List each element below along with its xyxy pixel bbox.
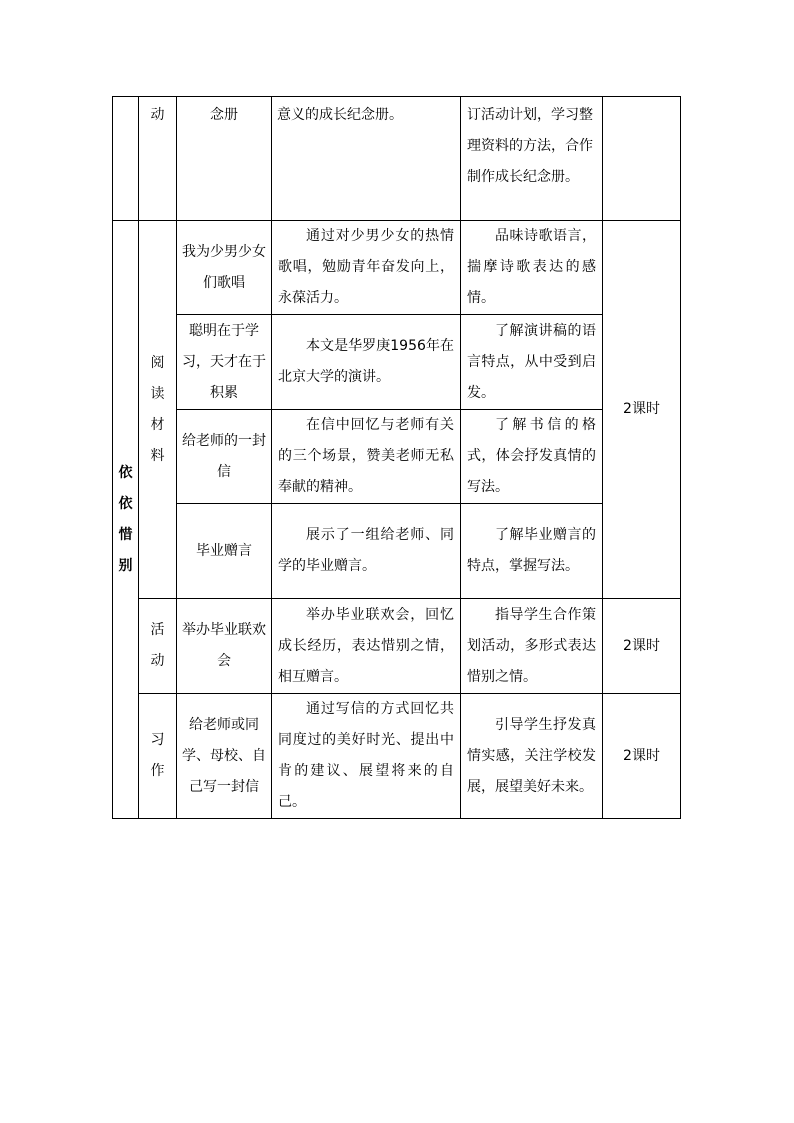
reading-title: 给老师的一封信 bbox=[182, 432, 266, 480]
reading-row-4 bbox=[113, 504, 681, 599]
activity-content: 举办毕业联欢会，回忆成长经历，表达惜别之情，相互赠言。 bbox=[278, 606, 454, 685]
reading-title: 我为少男少女们歌唱 bbox=[182, 243, 266, 291]
hours-cell-top bbox=[603, 97, 681, 221]
reading-content: 在信中回忆与老师有关的三个场景，赞美老师无私奉献的精神。 bbox=[278, 417, 454, 495]
reading-goal: 了解演讲稿的语言特点，从中受到启发。 bbox=[467, 322, 596, 401]
activity-goal: 指导学生合作策划活动，多形式表达惜别之情。 bbox=[467, 606, 596, 685]
reading-content: 本文是华罗庚1956年在北京大学的演讲。 bbox=[278, 338, 454, 385]
writing-hours: 2课时 bbox=[623, 747, 660, 764]
reading-title: 聪明在于学习，天才在于积累 bbox=[182, 322, 266, 401]
reading-goal: 了解毕业赠言的特点，掌握写法。 bbox=[467, 527, 596, 574]
reading-row-3 bbox=[113, 410, 681, 504]
writing-row bbox=[113, 694, 681, 819]
reading-goal: 了解书信的格式，体会抒发真情的写法。 bbox=[467, 417, 596, 495]
continuation-row bbox=[113, 97, 681, 221]
reading-hours: 2课时 bbox=[623, 401, 660, 417]
reading-row-1 bbox=[113, 221, 681, 315]
unit-cell-top bbox=[113, 97, 139, 221]
unit-label: 依 依 惜 别 bbox=[113, 221, 139, 819]
activity-title: 举办毕业联欢会 bbox=[182, 622, 266, 669]
writing-content: 通过写信的方式回忆共同度过的美好时光、提出中肯的建议、展望将来的自己。 bbox=[278, 701, 454, 810]
activity-row bbox=[113, 599, 681, 694]
content-cell-top: 意义的成长纪念册。 bbox=[277, 107, 403, 123]
writing-goal: 引导学生抒发真情实感，关注学校发展，展望美好未来。 bbox=[467, 716, 596, 795]
goal-cell-top: 订活动计划，学习整理资料的方法，合作制作成长纪念册。 bbox=[467, 107, 593, 185]
title-cell-top: 念册 bbox=[210, 107, 238, 123]
writing-title: 给老师或同学、母校、自己写一封信 bbox=[182, 716, 266, 795]
reading-label: 阅 读 材 料 bbox=[139, 221, 177, 599]
curriculum-table bbox=[112, 96, 681, 819]
type-cell-top: 动 bbox=[150, 107, 165, 123]
reading-title: 毕业赠言 bbox=[196, 542, 252, 559]
reading-row-2 bbox=[113, 315, 681, 410]
activity-hours: 2课时 bbox=[623, 637, 660, 654]
activity-label: 活 动 bbox=[139, 599, 177, 694]
writing-label: 习 作 bbox=[139, 694, 177, 819]
reading-content: 展示了一组给老师、同学的毕业赠言。 bbox=[278, 527, 454, 574]
reading-content: 通过对少男少女的热情歌唱，勉励青年奋发向上，永葆活力。 bbox=[278, 228, 454, 306]
reading-goal: 品味诗歌语言，揣摩诗歌表达的感情。 bbox=[467, 228, 596, 306]
